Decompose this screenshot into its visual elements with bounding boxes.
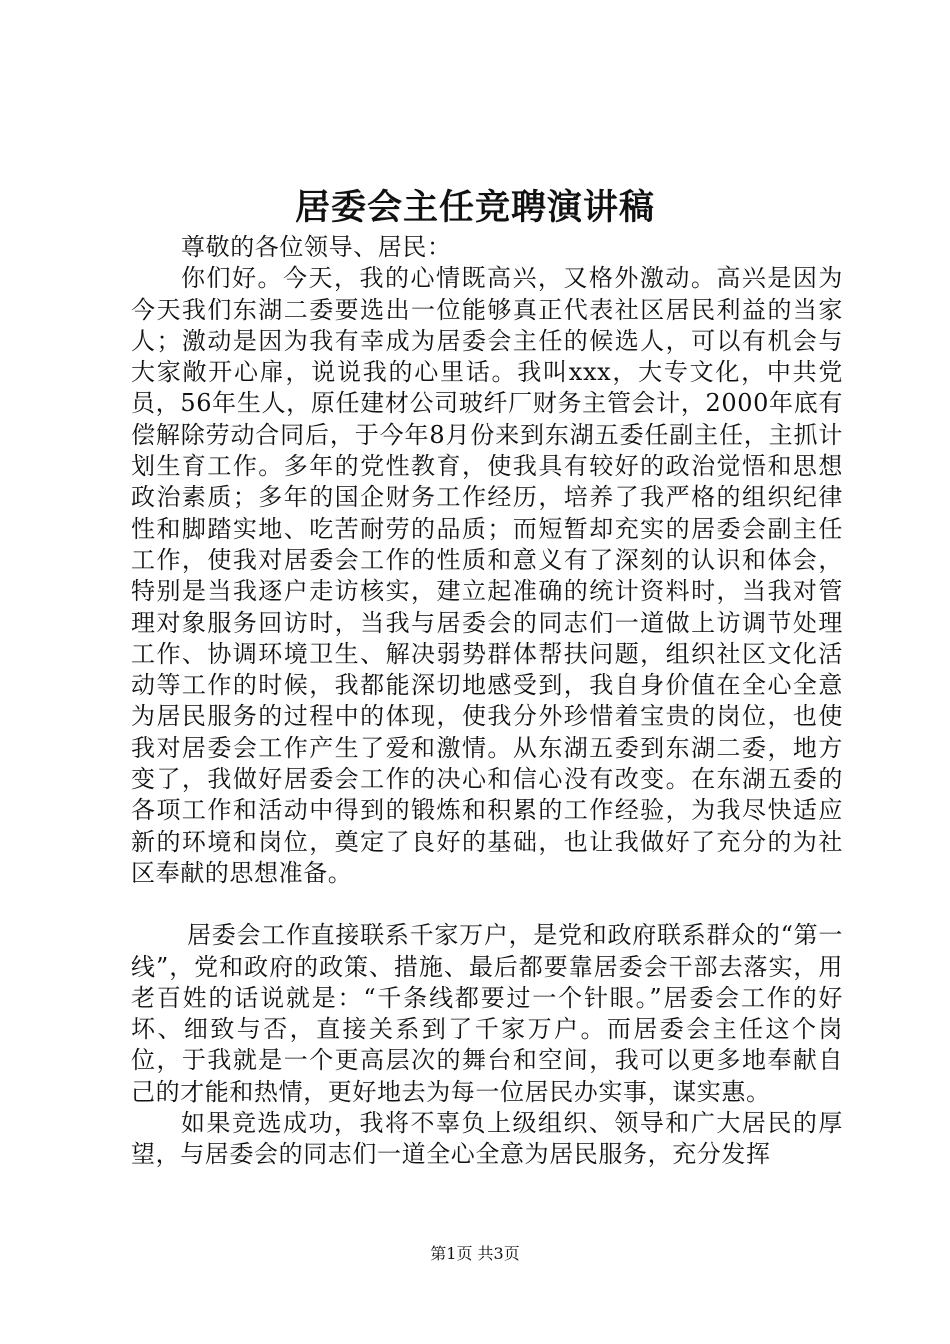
greeting-line: 尊敬的各位领导、居民： (181, 233, 452, 261)
document-title: 居委会主任竞聘演讲稿 (294, 187, 655, 228)
page-footer: 第1页 共3页 (430, 1244, 520, 1263)
document-body (131, 232, 843, 1171)
paragraph-spacer (131, 889, 843, 920)
paragraph-1: 你们好。今天，我的心情既高兴，又格外激动。高兴是因为今天我们东湖二委要选出一位能够真正代表社区居民利益的当家人；激动是因为我有幸成为居委会主任的候选人，可以有机会与大家敞开心扉，说说我的心里话。我叫xxx，大专文化，中共党员，56年生人，原任建材公司玻纤厂财务主管会计，2000年底有偿解除劳动合同后，于今年8月份来到东湖五委任副主任，主抓计划生育工作。多年的党性教育，使我具有较好的政治觉悟和思想政治素质；多年的国企财务工作经历，培养了我严格的组织纪律性和脚踏实地、吃苦耐劳的品质；而短暂却充实的居委会副主任工作，使我对居委会工作的性质和意义有了深刻的认识和体会，特别是当我逐户走访核实，建立起准确的统计资料时，当我对管理对象服务回访时，当我与居委会的同志们一道做上访调节处理工作、协调环境卫生、解决弱势群体帮扶问题，组织社区文化活动等工作的时候，我都能深切地感受到，我自身价值在全心全意为居民服务的过程中的体现，使我分外珍惜着宝贵的岗位，也使我对居委会工作产生了爱和激情。从东湖五委到东湖二委，地方变了，我做好居委会工作的决心和信心没有改变。在东湖五委的各项工作和活动中得到的锻炼和积累的工作经验，为我尽快适应新的环境和岗位，奠定了良好的基础，也让我做好了充分的为社区奉献的思想准备。 (131, 264, 843, 887)
paragraph-3: 如果竞选成功，我将不辜负上级组织、领导和广大居民的厚望，与居委会的同志们一道全心全意为居民服务，充分发挥 (131, 1109, 843, 1169)
paragraph-2: 居委会工作直接联系千家万户，是党和政府联系群众的“第一线”，党和政府的政策、措施、最后都要靠居委会干部去落实，用老百姓的话说就是：“千条线都要过一个针眼。”居委会工作的好坏、细致与否，直接关系到了千家万户。而居委会主任这个岗位，于我就是一个更高层次的舞台和空间，我可以更多地奉献自己的才能和热情，更好地去为每一位居民办实事，谋实惠。 (131, 921, 843, 1106)
